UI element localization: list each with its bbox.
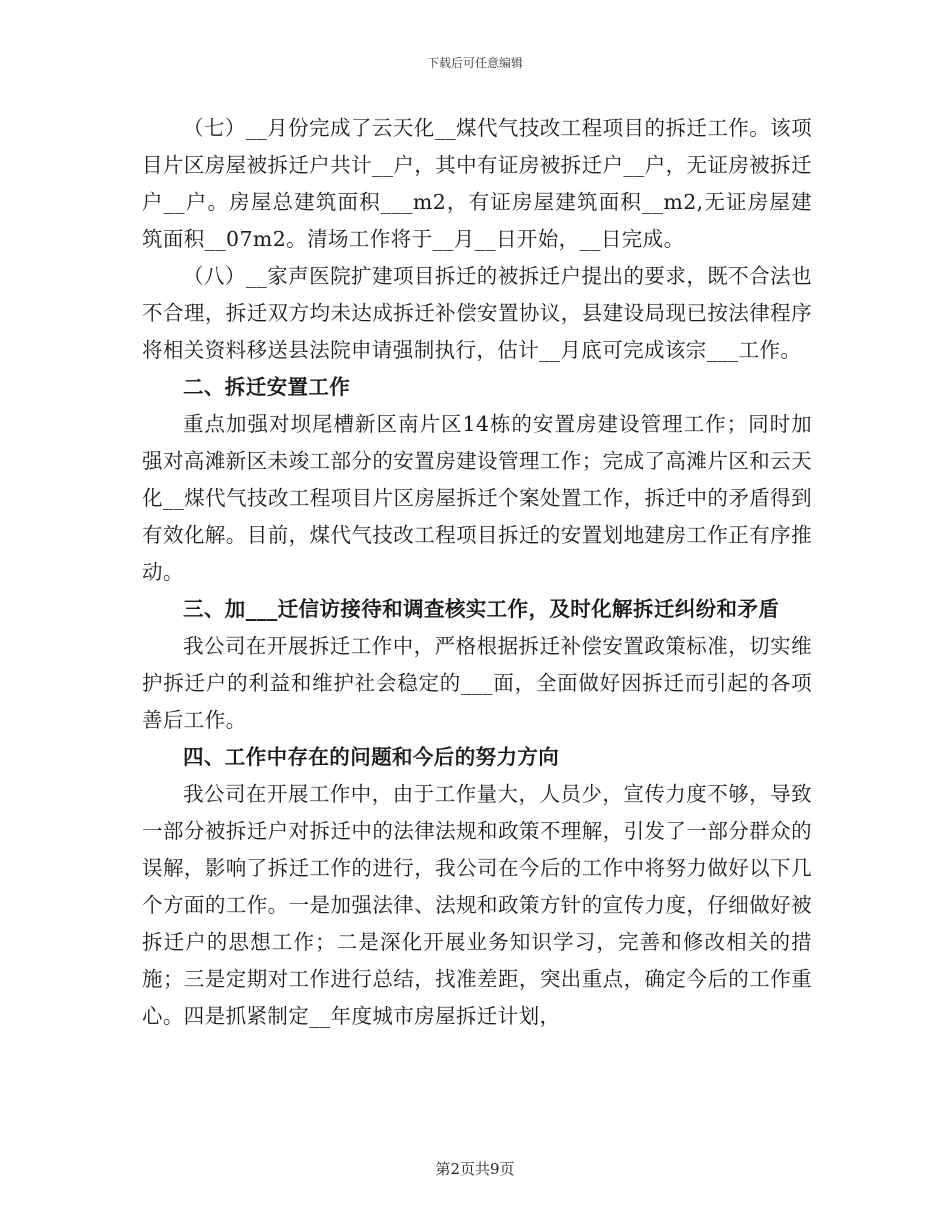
section-3-paragraph: 我公司在开展拆迁工作中，严格根据拆迁补偿安置政策标准，切实维护拆迁户的利益和维护社会稳定的___面，全面做好因拆迁而引起的各项善后工作。 bbox=[142, 634, 812, 732]
document-body bbox=[142, 110, 812, 1035]
section-4-paragraph: 我公司在开展工作中，由于工作量大，人员少，宣传力度不够，导致一部分被拆迁户对拆迁中的法律法规和政策不理解，引发了一部分群众的误解，影响了拆迁工作的进行，我公司在今后的工作中将努力做好以下几个方面的工作。一是加强法律、法规和政策方针的宣传力度，仔细做好被拆迁户的思想工作；二是深化开展业务知识学习，完善和修改相关的措施；三是定期对工作进行总结，找准差距，突出重点，确定今后的工作重心。四是抓紧制定__年度城市房屋拆迁计划， bbox=[142, 782, 812, 1028]
paragraph-eight: （八）__家声医院扩建项目拆迁的被拆迁户提出的要求，既不合法也不合理，拆迁双方均未达成拆迁补偿安置协议，县建设局现已按法律程序将相关资料移送县法院申请强制执行，估计__月底可完成该宗___工作。 bbox=[142, 264, 812, 362]
section-2-paragraph: 重点加强对坝尾槽新区南片区14栋的安置房建设管理工作；同时加强对高滩新区未竣工部分的安置房建设管理工作；完成了高滩片区和云天化__煤代气技改工程项目片区房屋拆迁个案处置工作，拆迁中的矛盾得到有效化解。目前，煤代气技改工程项目拆迁的安置划地建房工作正有序推动。 bbox=[142, 412, 812, 584]
section-heading-2: 二、拆迁安置工作 bbox=[183, 375, 351, 399]
page-footer: 第2页共9页 bbox=[435, 1160, 515, 1178]
section-heading-4: 四、工作中存在的问题和今后的努力方向 bbox=[183, 745, 560, 769]
section-heading-3: 三、加___迁信访接待和调查核实工作，及时化解拆迁纠纷和矛盾 bbox=[183, 597, 780, 621]
page-header: 下载后可任意编辑 bbox=[426, 56, 523, 70]
paragraph-seven: （七）__月份完成了云天化__煤代气技改工程项目的拆迁工作。该项目片区房屋被拆迁户共计__户，其中有证房被拆迁户__户，无证房被拆迁户__户。房屋总建筑面积___m2，有证房屋建筑面积__m2,无证房屋建筑面积__07m2。清场工作将于__月__日开始，__日完成。 bbox=[142, 116, 812, 251]
